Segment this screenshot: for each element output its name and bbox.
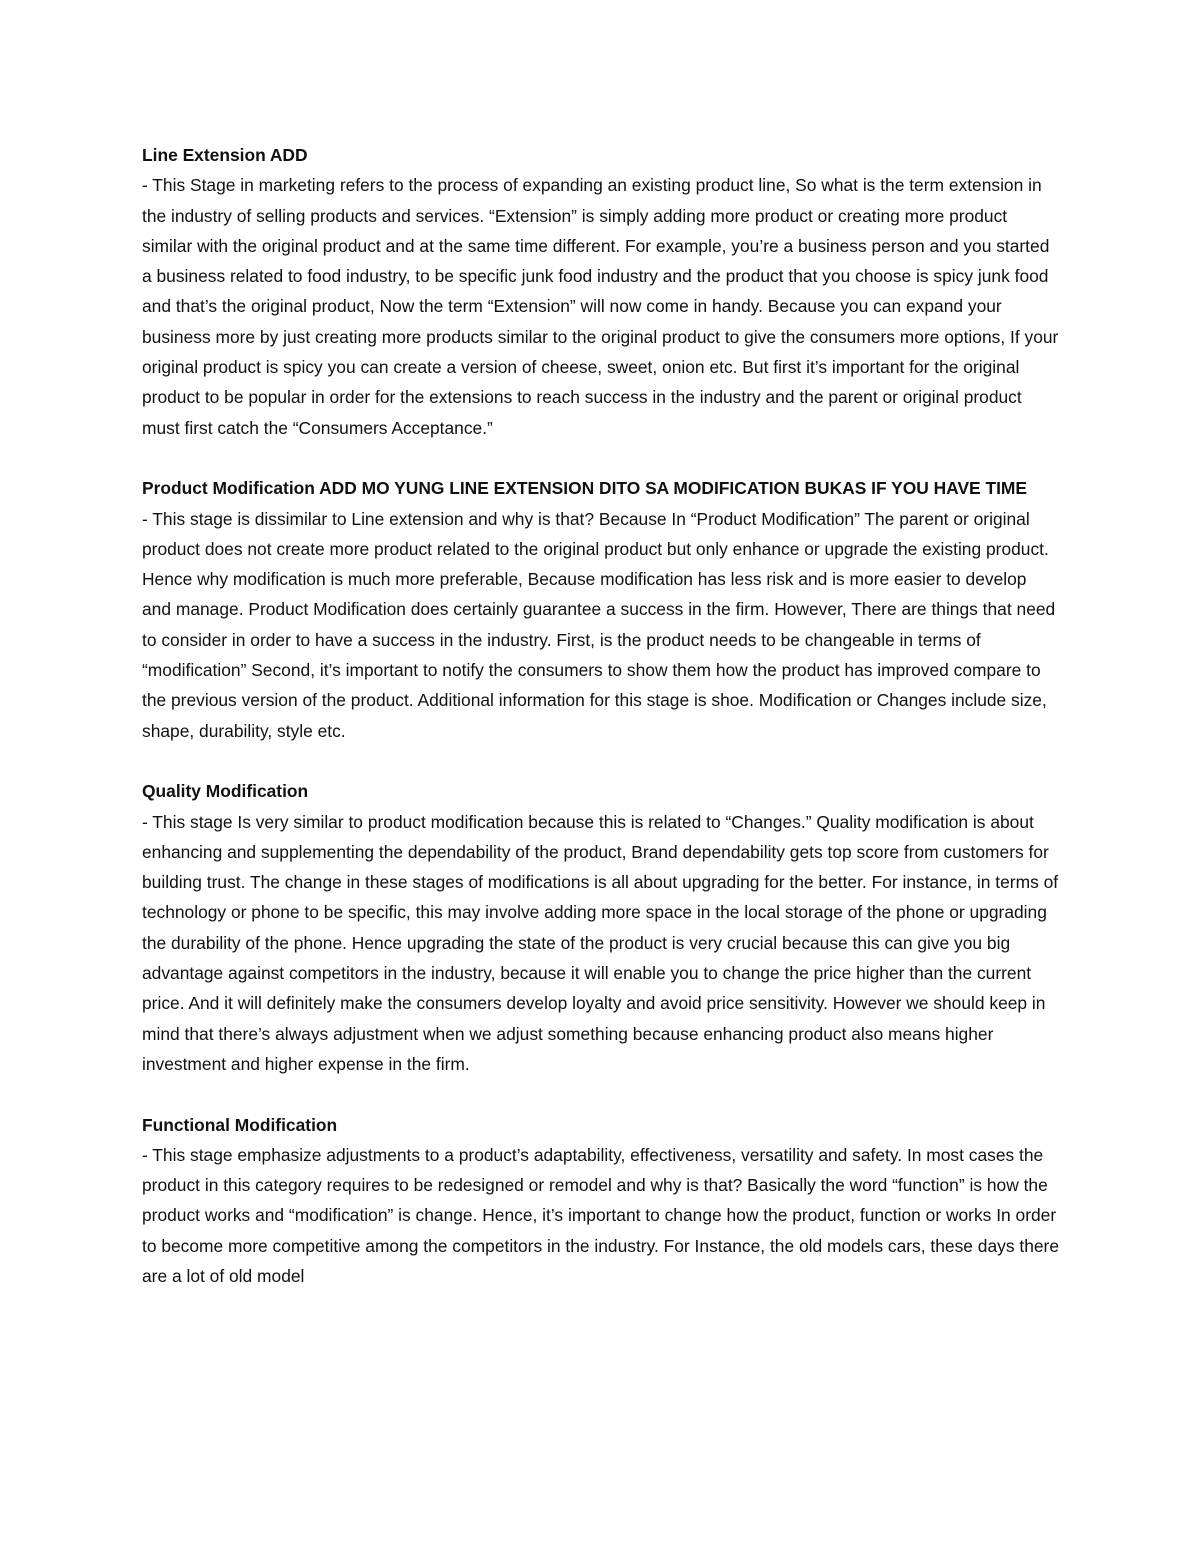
section-body: - This stage Is very similar to product modification because this is related to “Changes.” Quality modification is about enhancing and supplementing the dependability of the product, Brand dependability gets top score from customers for building trust. The change in these stages of modifications is all about upgrading for the better. For instance, in terms of technology or phone to be specific, this may involve adding more space in the local storage of the phone or upgrading the durability of the phone. Hence upgrading the state of the product is very crucial because this can give you big advantage against competitors in the industry, because it will enable you to change the price higher than the current price. And it will definitely make the consumers develop loyalty and avoid price sensitivity. However we should keep in mind that there’s always adjustment when we adjust something because enhancing product also means higher investment and higher expense in the firm. (142, 811, 1059, 1074)
document-page (142, 140, 1060, 1322)
section-heading: Quality Modification (142, 781, 309, 802)
section-heading: Functional Modification (142, 1114, 338, 1135)
section-body: - This stage is dissimilar to Line extension and why is that? Because In “Product Modification” The parent or original product does not create more product related to the original product but only enhance or upgrade the existing product. Hence why modification is much more preferable, Because modification has less risk and is more easier to develop and manage. Product Modification does certainly guarantee a success in the firm. However, There are things that need to consider in order to have a success in the industry. First, is the product needs to be changeable in terms of “modification” Second, it’s important to notify the consumers to show them how the product has improved compare to the previous version of the product. Additional information for this stage is shoe. Modification or Changes include size, shape, durability, style etc. (142, 508, 1056, 741)
section-body: - This Stage in marketing refers to the process of expanding an existing product line, So what is the term extension in the industry of selling products and services. “Extension” is simply adding more product or creating more product similar with the original product and at the same time different. For example, you’re a business person and you started a business related to food industry, to be specific junk food industry and the product that you choose is spicy junk food and that’s the original product, Now the term “Extension” will now come in handy. Because you can expand your business more by just creating more products similar to the original product to give the consumers more options, If your original product is spicy you can create a version of cheese, sweet, onion etc. But first it’s important for the original product to be popular in order for the extensions to reach success in the industry and the parent or original product must first catch the “Consumers Acceptance.” (142, 175, 1059, 438)
section-functional-modification (142, 1110, 1060, 1292)
section-heading: Product Modification ADD MO YUNG LINE EXTENSION DITO SA MODIFICATION BUKAS IF YOU HAVE TIME (142, 478, 1028, 499)
section-line-extension (142, 140, 1060, 443)
section-product-modification (142, 473, 1060, 746)
section-quality-modification (142, 776, 1060, 1079)
section-body: - This stage emphasize adjustments to a product’s adaptability, effectiveness, versatility and safety. In most cases the product in this category requires to be redesigned or remodel and why is that? Basically the word “function” is how the product works and “modification” is change. Hence, it’s important to change how the product, function or works In order to become more competitive among the competitors in the industry. For Instance, the old models cars, these days there are a lot of old model (142, 1144, 1059, 1286)
section-heading: Line Extension ADD (142, 145, 308, 165)
